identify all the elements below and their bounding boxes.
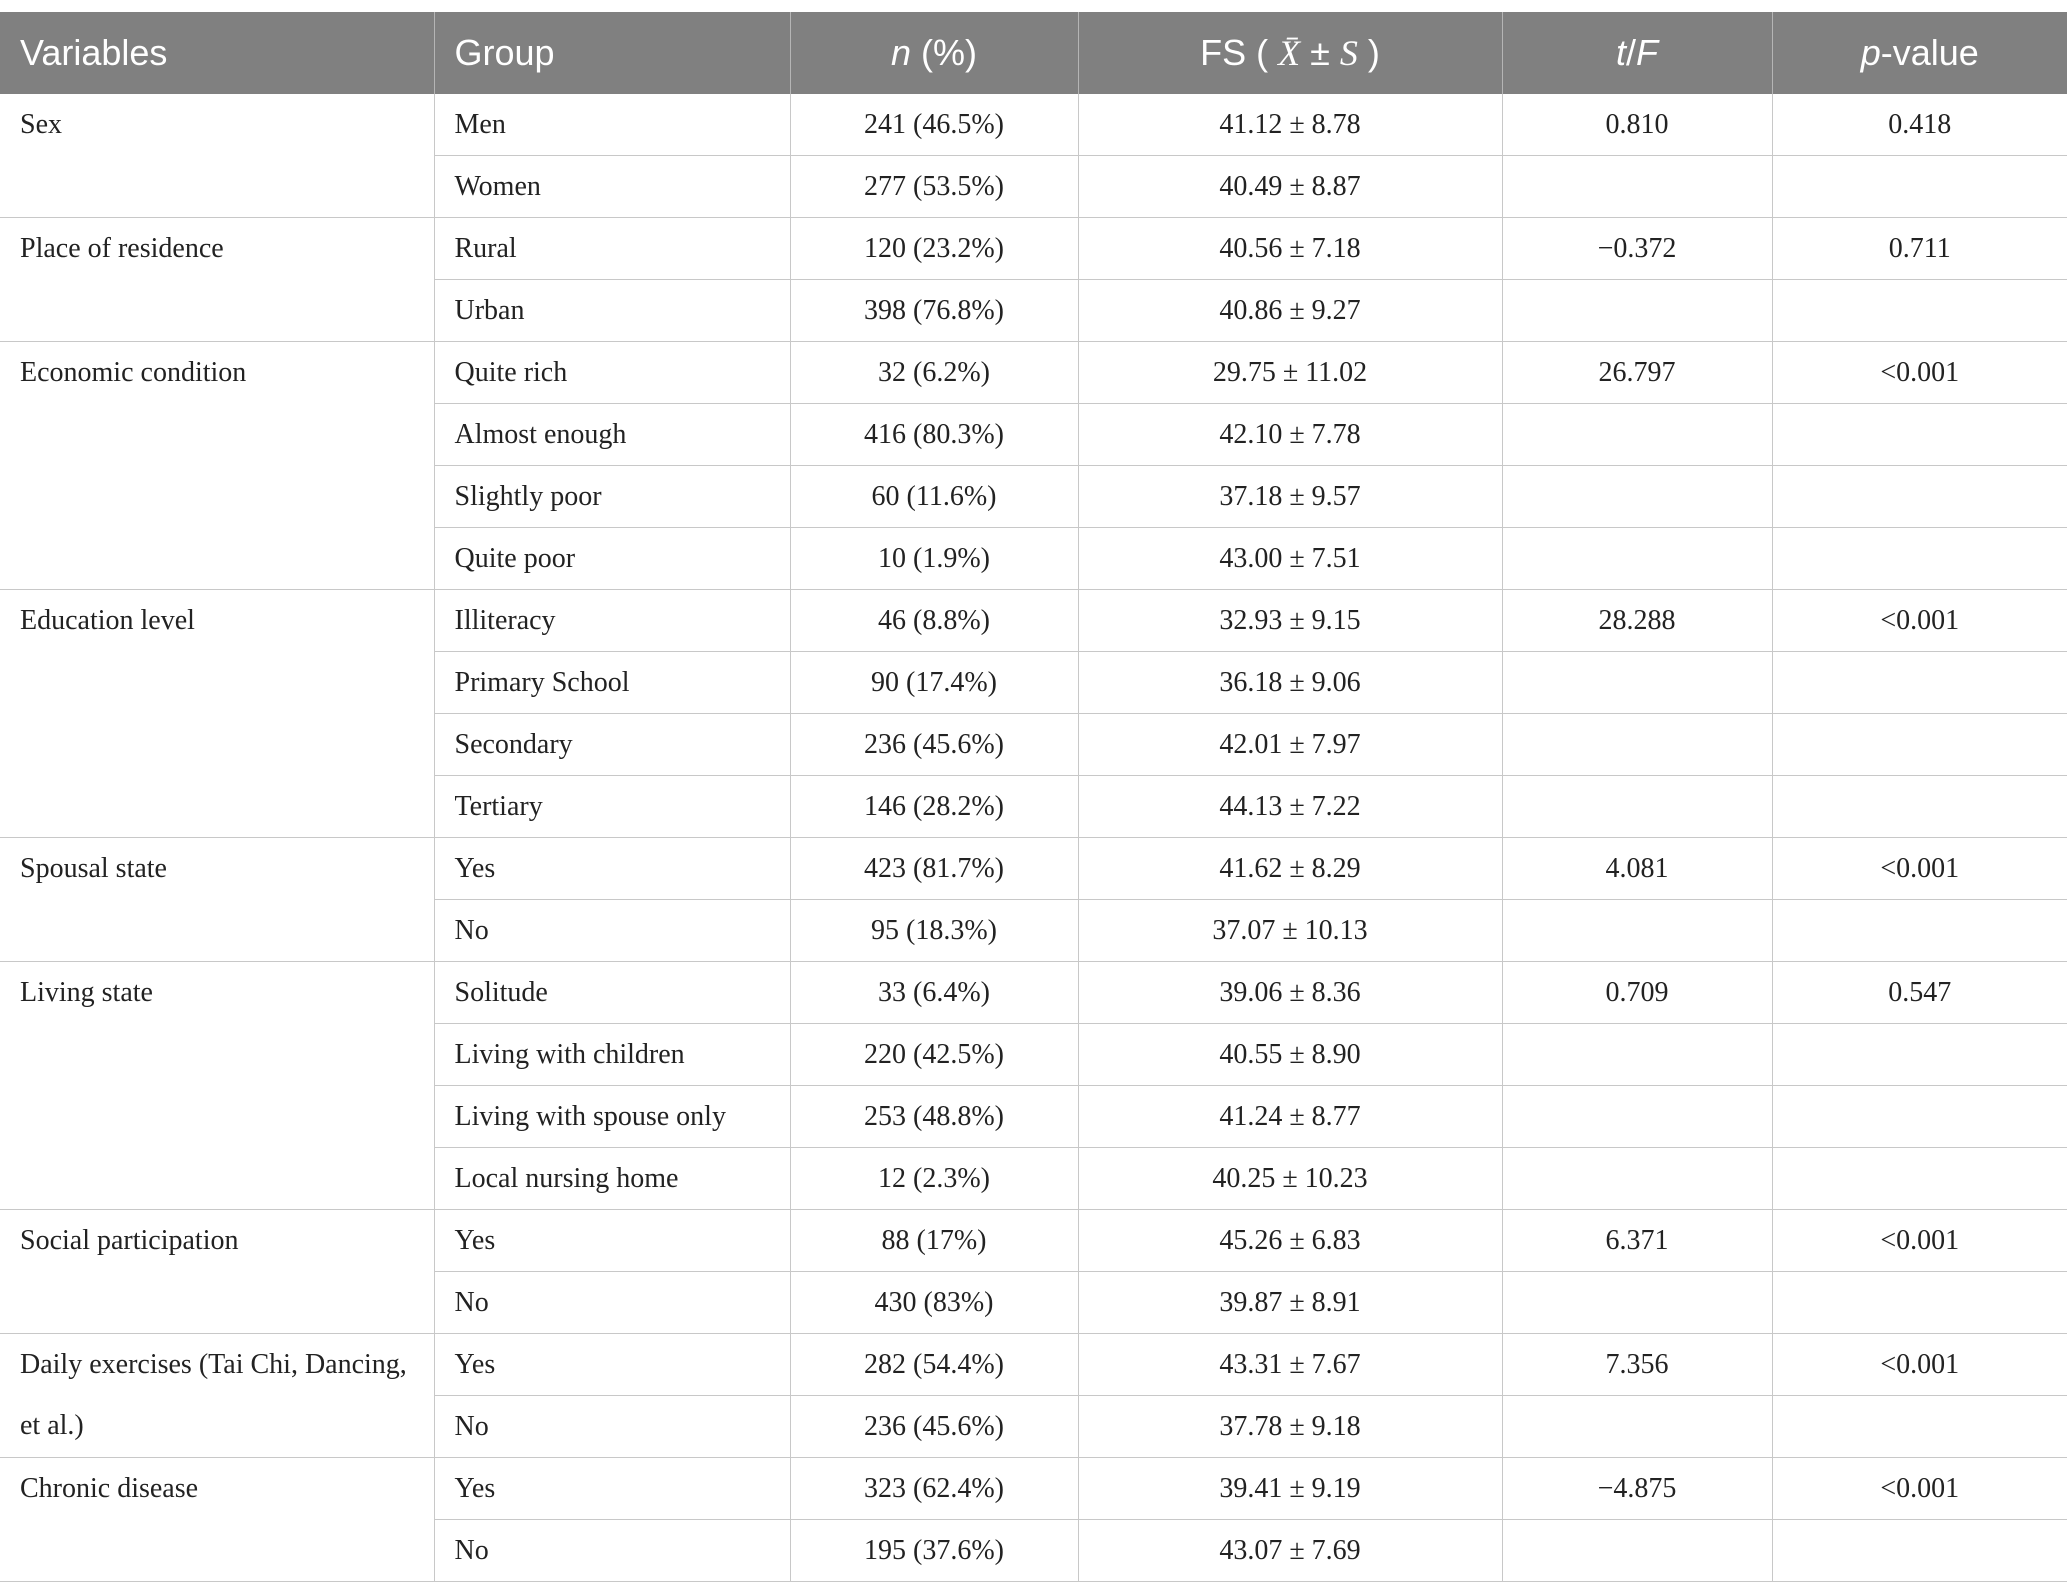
- group-cell: Rural: [434, 218, 790, 280]
- n-percent-cell: 236 (45.6%): [790, 714, 1078, 776]
- group-cell: Quite poor: [434, 528, 790, 590]
- n-percent-cell: 88 (17%): [790, 1210, 1078, 1272]
- group-cell: Solitude: [434, 962, 790, 1024]
- t-f-cell: −0.372: [1502, 218, 1772, 280]
- fs-cell: 41.62 ± 8.29: [1078, 838, 1502, 900]
- t-f-cell: 28.288: [1502, 590, 1772, 652]
- table-row: [0, 1458, 2067, 1520]
- fs-cell: 43.07 ± 7.69: [1078, 1520, 1502, 1582]
- variable-label: Economic condition: [20, 357, 247, 388]
- t-f-cell: [1502, 280, 1772, 342]
- header-fs-prefix: FS (: [1200, 32, 1279, 73]
- group-cell: Illiteracy: [434, 590, 790, 652]
- header-p-rest: -value: [1880, 32, 1979, 73]
- p-value-cell: [1772, 1272, 2067, 1334]
- n-percent-cell: 423 (81.7%): [790, 838, 1078, 900]
- group-cell: Yes: [434, 1210, 790, 1272]
- t-f-cell: [1502, 1148, 1772, 1210]
- header-p-symbol: p: [1860, 32, 1881, 73]
- p-value-cell: <0.001: [1772, 838, 2067, 900]
- header-tf-slash: /: [1626, 32, 1637, 73]
- variable-cell: [0, 94, 434, 218]
- t-f-cell: 0.709: [1502, 962, 1772, 1024]
- p-value-cell: 0.547: [1772, 962, 2067, 1024]
- fs-cell: 37.18 ± 9.57: [1078, 466, 1502, 528]
- p-value-cell: [1772, 900, 2067, 962]
- t-f-cell: [1502, 776, 1772, 838]
- table-row: [0, 94, 2067, 156]
- p-value-cell: <0.001: [1772, 590, 2067, 652]
- fs-cell: 43.00 ± 7.51: [1078, 528, 1502, 590]
- n-percent-cell: 12 (2.3%): [790, 1148, 1078, 1210]
- header-n-unit: (%): [911, 32, 978, 73]
- t-f-cell: 6.371: [1502, 1210, 1772, 1272]
- variable-label: Chronic disease: [20, 1473, 199, 1504]
- group-cell: Slightly poor: [434, 466, 790, 528]
- group-cell: Men: [434, 94, 790, 156]
- n-percent-cell: 95 (18.3%): [790, 900, 1078, 962]
- n-percent-cell: 241 (46.5%): [790, 94, 1078, 156]
- header-n-symbol: n: [890, 32, 912, 73]
- fs-cell: 41.12 ± 8.78: [1078, 94, 1502, 156]
- fs-cell: 41.24 ± 8.77: [1078, 1086, 1502, 1148]
- n-percent-cell: 253 (48.8%): [790, 1086, 1078, 1148]
- fs-cell: 39.41 ± 9.19: [1078, 1458, 1502, 1520]
- t-f-cell: [1502, 1024, 1772, 1086]
- n-percent-cell: 195 (37.6%): [790, 1520, 1078, 1582]
- n-percent-cell: 277 (53.5%): [790, 156, 1078, 218]
- group-cell: Women: [434, 156, 790, 218]
- p-value-cell: <0.001: [1772, 1334, 2067, 1396]
- header-fs-pm: ±: [1300, 32, 1340, 73]
- p-value-cell: [1772, 1086, 2067, 1148]
- n-percent-cell: 120 (23.2%): [790, 218, 1078, 280]
- header-n-percent: [790, 12, 1078, 94]
- n-percent-cell: 236 (45.6%): [790, 1396, 1078, 1458]
- fs-cell: 32.93 ± 9.15: [1078, 590, 1502, 652]
- header-t-symbol: t: [1615, 32, 1626, 73]
- fs-cell: 40.49 ± 8.87: [1078, 156, 1502, 218]
- p-value-cell: [1772, 528, 2067, 590]
- p-value-cell: [1772, 1396, 2067, 1458]
- results-table: [0, 12, 2067, 1582]
- p-value-cell: [1772, 280, 2067, 342]
- table-row: [0, 218, 2067, 280]
- n-percent-cell: 398 (76.8%): [790, 280, 1078, 342]
- t-f-cell: [1502, 1520, 1772, 1582]
- fs-cell: 39.06 ± 8.36: [1078, 962, 1502, 1024]
- fs-cell: 42.10 ± 7.78: [1078, 404, 1502, 466]
- n-percent-cell: 282 (54.4%): [790, 1334, 1078, 1396]
- variable-label: Education level: [20, 605, 195, 636]
- variable-label: Social participation: [20, 1225, 239, 1256]
- p-value-cell: [1772, 404, 2067, 466]
- t-f-cell: [1502, 1086, 1772, 1148]
- n-percent-cell: 60 (11.6%): [790, 466, 1078, 528]
- t-f-cell: [1502, 1396, 1772, 1458]
- fs-cell: 29.75 ± 11.02: [1078, 342, 1502, 404]
- t-f-cell: [1502, 404, 1772, 466]
- p-value-cell: [1772, 776, 2067, 838]
- group-cell: Urban: [434, 280, 790, 342]
- fs-cell: 45.26 ± 6.83: [1078, 1210, 1502, 1272]
- fs-cell: 40.55 ± 8.90: [1078, 1024, 1502, 1086]
- n-percent-cell: 90 (17.4%): [790, 652, 1078, 714]
- t-f-cell: −4.875: [1502, 1458, 1772, 1520]
- variable-cell: [0, 1334, 434, 1458]
- variable-label: Place of residence: [20, 233, 224, 264]
- p-value-cell: [1772, 714, 2067, 776]
- header-t-f: [1502, 12, 1772, 94]
- fs-cell: 37.78 ± 9.18: [1078, 1396, 1502, 1458]
- p-value-cell: <0.001: [1772, 342, 2067, 404]
- n-percent-cell: 46 (8.8%): [790, 590, 1078, 652]
- p-value-cell: [1772, 156, 2067, 218]
- table-row: [0, 838, 2067, 900]
- header-fs-sd: S: [1339, 33, 1358, 73]
- t-f-cell: [1502, 714, 1772, 776]
- variable-label: Daily exercises (Tai Chi, Dancing, et al.): [20, 1349, 407, 1441]
- group-cell: Secondary: [434, 714, 790, 776]
- variable-label: Sex: [20, 109, 62, 140]
- variable-cell: [0, 1458, 434, 1582]
- fs-cell: 36.18 ± 9.06: [1078, 652, 1502, 714]
- t-f-cell: [1502, 528, 1772, 590]
- fs-cell: 39.87 ± 8.91: [1078, 1272, 1502, 1334]
- variable-cell: [0, 218, 434, 342]
- header-f-symbol: F: [1636, 32, 1659, 73]
- n-percent-cell: 33 (6.4%): [790, 962, 1078, 1024]
- p-value-cell: [1772, 1148, 2067, 1210]
- t-f-cell: [1502, 652, 1772, 714]
- p-value-cell: [1772, 466, 2067, 528]
- t-f-cell: 7.356: [1502, 1334, 1772, 1396]
- group-cell: Tertiary: [434, 776, 790, 838]
- n-percent-cell: 10 (1.9%): [790, 528, 1078, 590]
- fs-cell: 37.07 ± 10.13: [1078, 900, 1502, 962]
- header-p-value: [1772, 12, 2067, 94]
- header-fs-mean: X̄: [1278, 33, 1301, 73]
- variable-label: Living state: [20, 977, 153, 1008]
- n-percent-cell: 416 (80.3%): [790, 404, 1078, 466]
- group-cell: No: [434, 1272, 790, 1334]
- header-fs: [1078, 12, 1502, 94]
- group-cell: Quite rich: [434, 342, 790, 404]
- header-row: [0, 12, 2067, 94]
- variable-cell: [0, 342, 434, 590]
- variable-label: Spousal state: [20, 853, 167, 884]
- variable-cell: [0, 838, 434, 962]
- group-cell: No: [434, 1520, 790, 1582]
- t-f-cell: [1502, 156, 1772, 218]
- group-cell: Living with children: [434, 1024, 790, 1086]
- variable-cell: [0, 590, 434, 838]
- variable-cell: [0, 1210, 434, 1334]
- t-f-cell: 4.081: [1502, 838, 1772, 900]
- n-percent-cell: 430 (83%): [790, 1272, 1078, 1334]
- t-f-cell: [1502, 900, 1772, 962]
- p-value-cell: <0.001: [1772, 1210, 2067, 1272]
- p-value-cell: 0.711: [1772, 218, 2067, 280]
- table-row: [0, 342, 2067, 404]
- t-f-cell: [1502, 466, 1772, 528]
- group-cell: No: [434, 900, 790, 962]
- header-variables: Variables: [0, 12, 434, 94]
- n-percent-cell: 146 (28.2%): [790, 776, 1078, 838]
- group-cell: Almost enough: [434, 404, 790, 466]
- t-f-cell: 0.810: [1502, 94, 1772, 156]
- p-value-cell: [1772, 652, 2067, 714]
- table-row: [0, 1334, 2067, 1396]
- group-cell: Yes: [434, 838, 790, 900]
- group-cell: Primary School: [434, 652, 790, 714]
- n-percent-cell: 220 (42.5%): [790, 1024, 1078, 1086]
- t-f-cell: 26.797: [1502, 342, 1772, 404]
- t-f-cell: [1502, 1272, 1772, 1334]
- p-value-cell: [1772, 1520, 2067, 1582]
- n-percent-cell: 32 (6.2%): [790, 342, 1078, 404]
- group-cell: No: [434, 1396, 790, 1458]
- p-value-cell: [1772, 1024, 2067, 1086]
- table-row: [0, 590, 2067, 652]
- fs-cell: 42.01 ± 7.97: [1078, 714, 1502, 776]
- variable-cell: [0, 962, 434, 1210]
- fs-cell: 40.25 ± 10.23: [1078, 1148, 1502, 1210]
- group-cell: Yes: [434, 1334, 790, 1396]
- fs-cell: 44.13 ± 7.22: [1078, 776, 1502, 838]
- table-body: [0, 94, 2067, 1582]
- fs-cell: 43.31 ± 7.67: [1078, 1334, 1502, 1396]
- p-value-cell: 0.418: [1772, 94, 2067, 156]
- table-row: [0, 962, 2067, 1024]
- n-percent-cell: 323 (62.4%): [790, 1458, 1078, 1520]
- fs-cell: 40.56 ± 7.18: [1078, 218, 1502, 280]
- group-cell: Living with spouse only: [434, 1086, 790, 1148]
- fs-cell: 40.86 ± 9.27: [1078, 280, 1502, 342]
- header-fs-suffix: ): [1357, 32, 1380, 73]
- header-group: Group: [434, 12, 790, 94]
- table-row: [0, 1210, 2067, 1272]
- group-cell: Local nursing home: [434, 1148, 790, 1210]
- group-cell: Yes: [434, 1458, 790, 1520]
- p-value-cell: <0.001: [1772, 1458, 2067, 1520]
